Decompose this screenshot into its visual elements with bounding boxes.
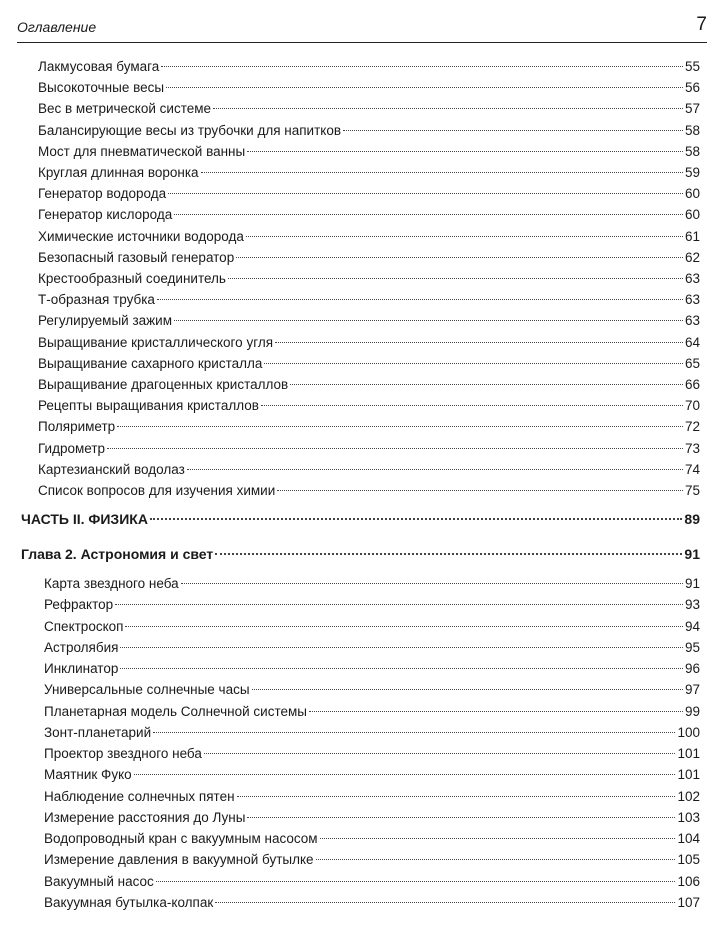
dot-leader [277, 490, 683, 491]
toc-entry-page: 57 [684, 101, 700, 117]
toc-entry-title: Высокоточные весы [38, 80, 165, 96]
toc-entry-title: Мост для пневматической ванны [38, 143, 246, 159]
toc-entry-title: Вес в метрической системе [38, 101, 212, 117]
toc-entry-page: 106 [677, 873, 700, 889]
toc-entry [38, 228, 700, 246]
toc-entry-title: Водопроводный кран с вакуумным насосом [44, 831, 318, 846]
toc-entry [38, 482, 700, 500]
toc-entry-title: Маятник Фуко [44, 767, 132, 783]
toc-entry [44, 575, 700, 593]
dot-leader [215, 553, 682, 555]
toc-entry-title: Проектор звездного неба [44, 746, 202, 761]
dot-leader [264, 363, 683, 364]
toc-entry-title: Планетарная модель Солнечной системы [44, 703, 307, 719]
toc-entry-title: Безопасный газовый генератор [38, 249, 235, 265]
toc-entry-title: ЧАСТЬ II. ФИЗИКА [21, 511, 148, 527]
dot-leader [117, 426, 683, 427]
dot-leader [187, 469, 683, 470]
toc-entry-title: Глава 2. Астрономия и свет [21, 546, 214, 562]
dot-leader [157, 299, 683, 300]
dot-leader [174, 320, 683, 321]
toc-entry-page: 91 [684, 546, 700, 562]
dot-leader [236, 257, 683, 258]
toc-entry-page: 74 [684, 461, 700, 477]
toc-entry [38, 440, 700, 458]
toc-entry [44, 894, 700, 912]
toc-entry-title: Универсальные солнечные часы [44, 682, 250, 698]
toc-entry [44, 703, 700, 721]
toc-entry [38, 418, 700, 436]
toc-entry [38, 206, 700, 224]
dot-leader [213, 108, 683, 109]
dot-leader [168, 193, 683, 194]
toc-entry-page: 64 [684, 334, 700, 350]
dot-leader [316, 859, 676, 860]
toc-entry-page: 93 [684, 597, 700, 613]
toc-entry-page: 58 [684, 143, 700, 159]
toc-entry [38, 461, 700, 479]
toc-entry [38, 334, 700, 352]
toc-entry [44, 596, 700, 614]
dot-leader [228, 278, 683, 279]
toc-heading-entry [21, 545, 700, 563]
toc-entry [44, 873, 700, 891]
toc-entry-title: Поляриметр [38, 419, 116, 435]
toc-entry [38, 100, 700, 118]
toc-entry [44, 618, 700, 636]
toc-entry-title: Круглая длинная воронка [38, 165, 199, 180]
toc-entry [38, 58, 700, 76]
toc-entry-page: 105 [677, 852, 700, 868]
toc-entry-title: Вакуумная бутылка-колпак [44, 894, 214, 910]
dot-leader [181, 583, 683, 584]
dot-leader [247, 151, 683, 152]
toc-entry [38, 164, 700, 182]
toc-entry-title: Рецепты выращивания кристаллов [38, 398, 259, 414]
toc-entry [44, 766, 700, 784]
toc-entry-title: Гидрометр [38, 440, 106, 456]
dot-leader [156, 881, 676, 882]
toc-entry-title: Карта звездного неба [44, 576, 179, 591]
dot-leader [125, 626, 683, 627]
dot-leader [107, 448, 683, 449]
toc-entry-title: Выращивание драгоценных кристаллов [38, 377, 289, 392]
toc-entry-title: Химические источники водорода [38, 228, 244, 244]
toc-entry [38, 185, 700, 203]
header-page-number: 7 [696, 14, 707, 35]
dot-leader [201, 172, 683, 173]
toc-entry-title: Список вопросов для изучения химии [38, 483, 276, 498]
toc-entry-page: 63 [684, 313, 700, 329]
toc-entry [44, 830, 700, 848]
toc-entry [44, 745, 700, 763]
dot-leader [161, 66, 683, 67]
toc-entry [38, 270, 700, 288]
toc-entry-page: 59 [684, 165, 700, 180]
toc-entry-page: 91 [684, 576, 700, 591]
dot-leader [115, 604, 683, 605]
toc-heading-entry [21, 510, 700, 528]
toc-entry-title: Зонт-планетарий [44, 724, 152, 740]
toc-entry-title: Выращивание сахарного кристалла [38, 355, 263, 371]
toc-entry-title: Генератор водорода [38, 186, 167, 202]
toc-entry-title: Т-образная трубка [38, 292, 155, 308]
toc-entry-page: 62 [684, 249, 700, 265]
toc-entry [38, 122, 700, 140]
toc-entry-title: Рефрактор [44, 597, 114, 613]
toc-entry-page: 89 [684, 511, 700, 527]
toc-entry-title: Балансирующие весы из трубочки для напитков [38, 122, 342, 138]
dot-leader [237, 796, 676, 797]
toc-entry [38, 143, 700, 161]
toc-entry-page: 102 [677, 788, 700, 804]
toc-entry-page: 101 [677, 767, 700, 783]
dot-leader [134, 774, 676, 775]
dot-leader [247, 817, 675, 818]
toc-entry-page: 96 [684, 661, 700, 676]
toc-entry-page: 101 [677, 746, 700, 761]
running-header [17, 14, 707, 43]
toc-entry [44, 660, 700, 678]
toc-entry-page: 103 [677, 809, 700, 825]
toc-entry-page: 63 [684, 292, 700, 308]
toc-entry-page: 94 [684, 618, 700, 634]
toc-entry-page: 99 [684, 703, 700, 719]
toc-entry-page: 61 [684, 228, 700, 244]
toc-entry-page: 95 [684, 639, 700, 655]
toc-entry [44, 681, 700, 699]
dot-leader [204, 753, 676, 754]
toc-entry [44, 851, 700, 869]
toc-entry-page: 97 [684, 682, 700, 698]
dot-leader [215, 902, 675, 903]
toc-entry [38, 397, 700, 415]
dot-leader [343, 130, 683, 131]
dot-leader [290, 384, 683, 385]
toc-entry [44, 639, 700, 657]
toc-entry [38, 376, 700, 394]
toc-entry-title: Наблюдение солнечных пятен [44, 788, 235, 804]
dot-leader [261, 405, 683, 406]
toc-entry-page: 75 [684, 483, 700, 498]
dot-leader [120, 647, 683, 648]
toc-entry [38, 249, 700, 267]
dot-leader [174, 214, 683, 215]
toc-entry-page: 104 [677, 831, 700, 846]
toc-entry [38, 79, 700, 97]
toc-entry-title: Астролябия [44, 639, 119, 655]
toc-entry-page: 73 [684, 440, 700, 456]
dot-leader [246, 236, 683, 237]
toc-entry-page: 100 [677, 724, 700, 740]
dot-leader [153, 732, 675, 733]
toc-entry [44, 809, 700, 827]
toc-entry-title: Инклинатор [44, 661, 119, 676]
toc-entry [38, 312, 700, 330]
toc-entry-page: 56 [684, 80, 700, 96]
toc-entry-page: 70 [684, 398, 700, 414]
toc-entry-page: 63 [684, 271, 700, 286]
toc-entry-title: Крестообразный соединитель [38, 271, 226, 286]
toc-entry [44, 788, 700, 806]
dot-leader [309, 711, 683, 712]
toc-entry [44, 724, 700, 742]
header-title: Оглавление [17, 19, 97, 35]
toc-entry-title: Регулируемый зажим [38, 313, 173, 329]
toc-entry-page: 55 [684, 59, 700, 74]
toc-entry-title: Лакмусовая бумага [38, 59, 160, 74]
toc-entry-title: Выращивание кристаллического угля [38, 334, 274, 350]
dot-leader [166, 87, 683, 88]
toc-entry-page: 65 [684, 355, 700, 371]
toc-entry-page: 60 [684, 207, 700, 223]
toc-entry-title: Измерение расстояния до Луны [44, 809, 246, 825]
toc-entry-title: Вакуумный насос [44, 873, 154, 889]
toc-entry-title: Генератор кислорода [38, 207, 173, 223]
toc-entry-page: 58 [684, 122, 700, 138]
dot-leader [275, 342, 683, 343]
toc-entry-page: 107 [677, 894, 700, 910]
toc-entry-page: 72 [684, 419, 700, 435]
toc-entry [38, 355, 700, 373]
toc-entry-title: Спектроскоп [44, 618, 124, 634]
toc-entry-page: 66 [684, 377, 700, 392]
dot-leader [120, 668, 683, 669]
toc-entry-page: 60 [684, 186, 700, 202]
dot-leader [320, 838, 676, 839]
dot-leader [252, 689, 683, 690]
toc-entry [38, 291, 700, 309]
dot-leader [150, 518, 682, 520]
toc-entry-title: Картезианский водолаз [38, 461, 185, 477]
toc-entry-title: Измерение давления в вакуумной бутылке [44, 852, 314, 868]
